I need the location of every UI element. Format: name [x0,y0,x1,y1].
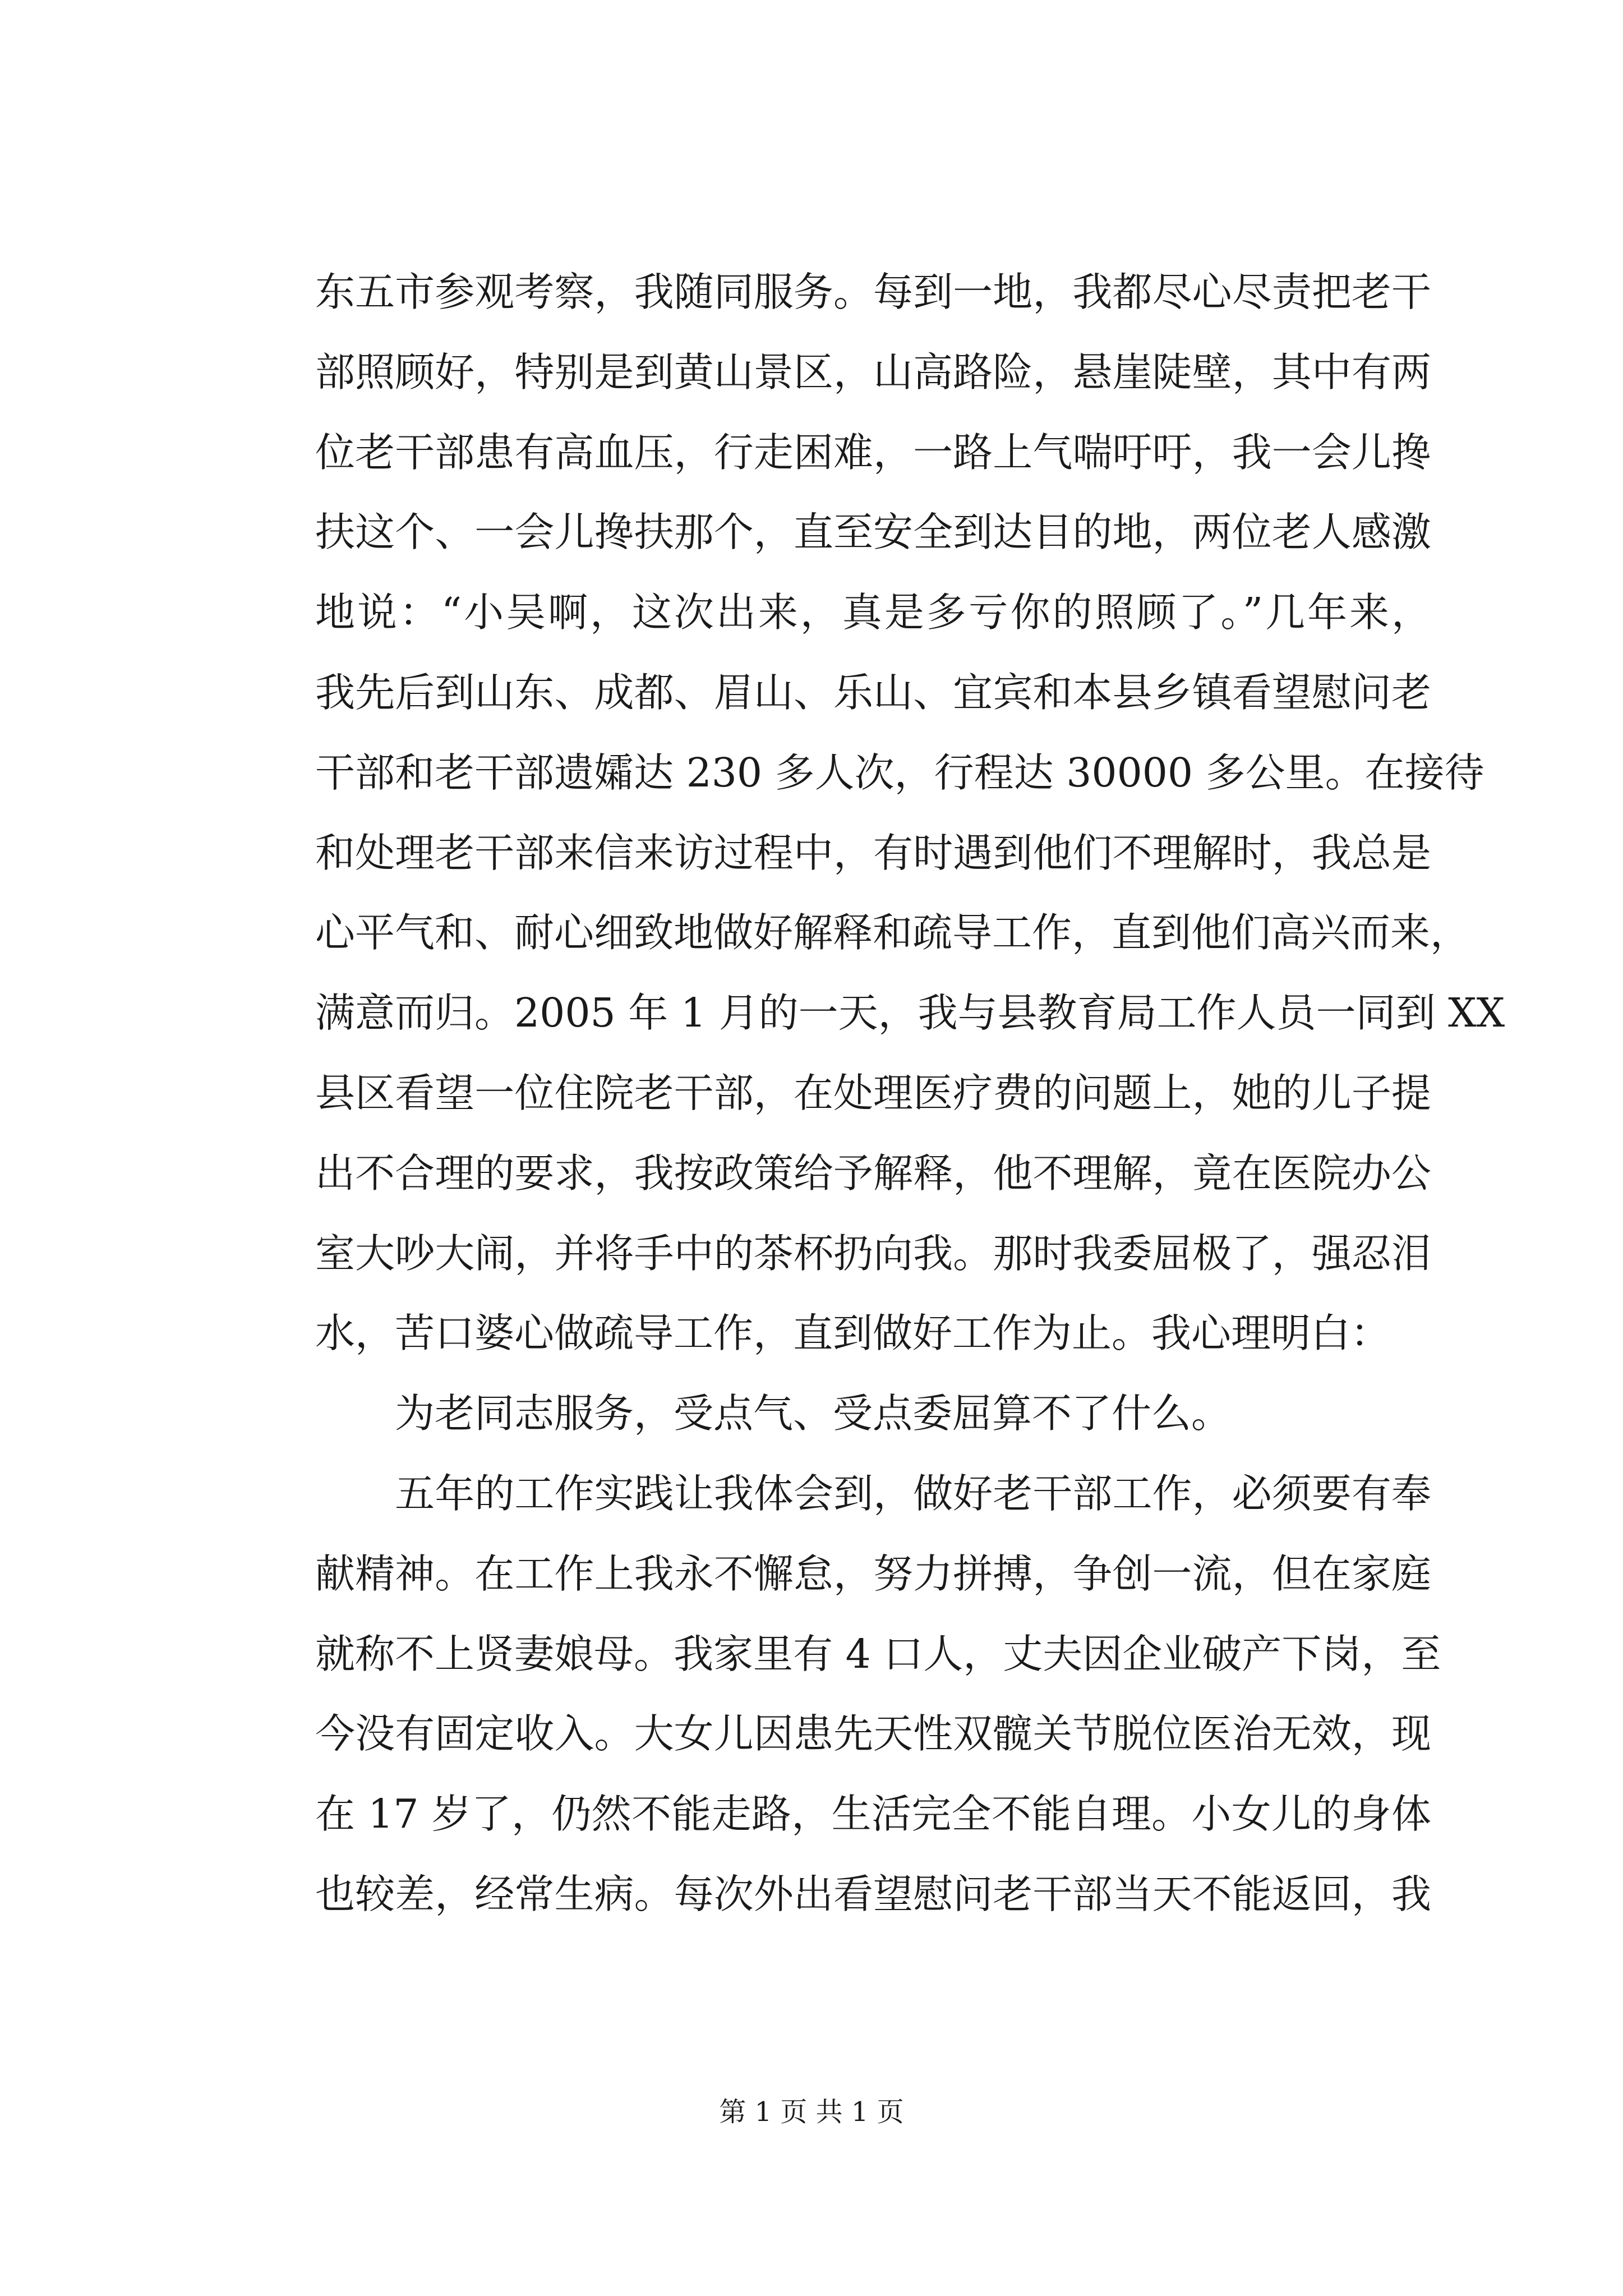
text-line: 心平气和、耐心细致地做好解释和疏导工作，直到他们高兴而来， [315,909,1470,956]
text-line: 水，苦口婆心做疏导工作，直到做好工作为止。我心理明白： [315,1310,1391,1357]
page-footer: 第 1 页 共 1 页 [719,2096,904,2128]
text-line: 在 17 岁了，仍然不能走路，生活完全不能自理。小女儿的身体 [315,1791,1431,1838]
text-line: 县区看望一位住院老干部，在处理医疗费的问题上，她的儿子提 [315,1069,1431,1116]
body-text [315,252,1505,1935]
text-line: 就称不上贤妻娘母。我家里有 4 口人，丈夫因企业破产下岗，至 [315,1630,1441,1677]
text-line: 出不合理的要求，我按政策给予解释，他不理解，竟在医院办公 [315,1149,1431,1197]
text-line: 位老干部患有高血压，行走困难，一路上气喘吁吁，我一会儿搀 [315,429,1431,476]
text-line: 满意而归。2005 年 1 月的一天，我与县教育局工作人员一同到 XX [315,990,1505,1037]
text-line: 部照顾好，特别是到黄山景区，山高路险，悬崖陡壁，其中有两 [315,348,1431,395]
text-line: 为老同志服务，受点气、受点委屈算不了什么。 [315,1390,1232,1437]
text-line: 地说：“小吴啊，这次出来，真是多亏你的照顾了。”几年来， [315,589,1431,636]
text-line: 献精神。在工作上我永不懈怠，努力拼搏，争创一流，但在家庭 [315,1550,1431,1597]
text-line: 东五市参观考察，我随同服务。每到一地，我都尽心尽责把老干 [315,269,1431,315]
text-line: 五年的工作实践让我体会到，做好老干部工作，必须要有奉 [315,1470,1431,1517]
text-line: 扶这个、一会儿搀扶那个，直至安全到达目的地，两位老人感激 [315,509,1431,556]
text-line: 我先后到山东、成都、眉山、乐山、宜宾和本县乡镇看望慰问老 [315,669,1431,716]
text-line: 也较差，经常生病。每次外出看望慰问老干部当天不能返回，我 [315,1870,1431,1917]
text-line: 今没有固定收入。大女儿因患先天性双髋关节脱位医治无效，现 [315,1710,1431,1757]
text-line: 和处理老干部来信来访过程中，有时遇到他们不理解时，我总是 [315,829,1431,876]
text-line: 室大吵大闹，并将手中的茶杯扔向我。那时我委屈极了，强忍泪 [315,1230,1431,1277]
text-line: 干部和老干部遗孀达 230 多人次，行程达 30000 多公里。在接待 [315,749,1484,796]
